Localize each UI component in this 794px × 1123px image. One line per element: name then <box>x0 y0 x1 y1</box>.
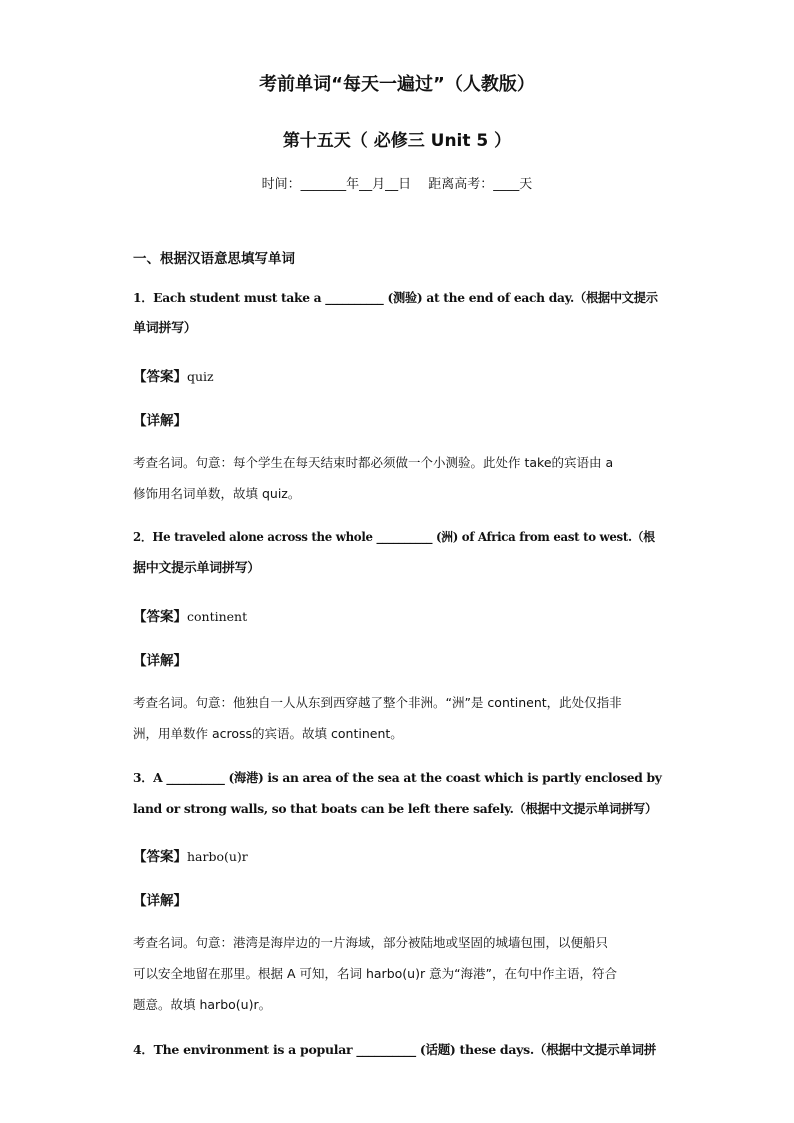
question-1 <box>133 282 663 344</box>
answer-label: 【答案】 <box>133 369 187 385</box>
explanation-line: 考查名词。句意：每个学生在每天结束时都必须做一个小测验。此处作 take的宾语由 a <box>133 455 614 470</box>
document-subtitle: 第十五天（ 必修三 Unit 5 ） <box>282 131 512 151</box>
answer-label: 【答案】 <box>133 849 187 865</box>
explanation-line: 考查名词。句意：他独自一人从东到西穿越了整个非洲。“洲”是 continent，此处仅指非 <box>133 695 622 710</box>
answer-1 <box>133 365 663 385</box>
answer-2 <box>133 605 663 625</box>
explanation-1 <box>133 447 663 509</box>
answer-value: harbo(u)r <box>187 849 248 864</box>
question-text-line: 据中文提示单词拼写） <box>133 561 261 576</box>
document-title: 考前单词“每天一遍过”（人教版） <box>259 74 535 95</box>
detail-label-3: 【详解】 <box>133 893 187 909</box>
question-4 <box>133 1034 663 1065</box>
question-text-line: 2．He traveled alone across the whole __________ (洲) of Africa from east to west.（根 <box>133 530 655 544</box>
question-text-line: 3．A __________ (海港) is an area of the sea at the coast which is partly enclosed by <box>133 770 662 785</box>
explanation-line: 题意。故填 harbo(u)r。 <box>133 997 272 1012</box>
question-2 <box>133 522 663 584</box>
question-text-line: 单词拼写） <box>133 321 197 336</box>
detail-label-1: 【详解】 <box>133 413 187 429</box>
answer-value: quiz <box>187 369 214 384</box>
explanation-3 <box>133 927 663 1020</box>
answer-3 <box>133 845 663 865</box>
question-text-line: 1．Each student must take a __________ (测验) at the end of each day.（根据中文提示 <box>133 290 658 305</box>
question-3 <box>133 762 663 824</box>
explanation-2 <box>133 687 663 749</box>
answer-label: 【答案】 <box>133 609 187 625</box>
explanation-line: 洲，用单数作 across的宾语。故填 continent。 <box>133 726 403 741</box>
explanation-line: 考查名词。句意：港湾是海岸边的一片海域，部分被陆地或坚固的城墙包围，以便船只 <box>133 935 609 950</box>
question-text-line: 4．The environment is a popular __________ (话题) these days.（根据中文提示单词拼 <box>133 1042 656 1057</box>
explanation-line: 修饰用名词单数，故填 quiz。 <box>133 486 301 501</box>
date-line: 时间：_______年__月__日 距离高考：____天 <box>261 177 533 192</box>
answer-value: continent <box>187 609 248 624</box>
detail-label-2: 【详解】 <box>133 653 187 669</box>
section-title: 一、根据汉语意思填写单词 <box>133 251 295 267</box>
explanation-line: 可以安全地留在那里。根据 A 可知，名词 harbo(u)r 意为“海港”，在句中作主语，符合 <box>133 966 618 981</box>
question-text-line: land or strong walls, so that boats can be left there safely.（根据中文提示单词拼写） <box>133 801 657 816</box>
